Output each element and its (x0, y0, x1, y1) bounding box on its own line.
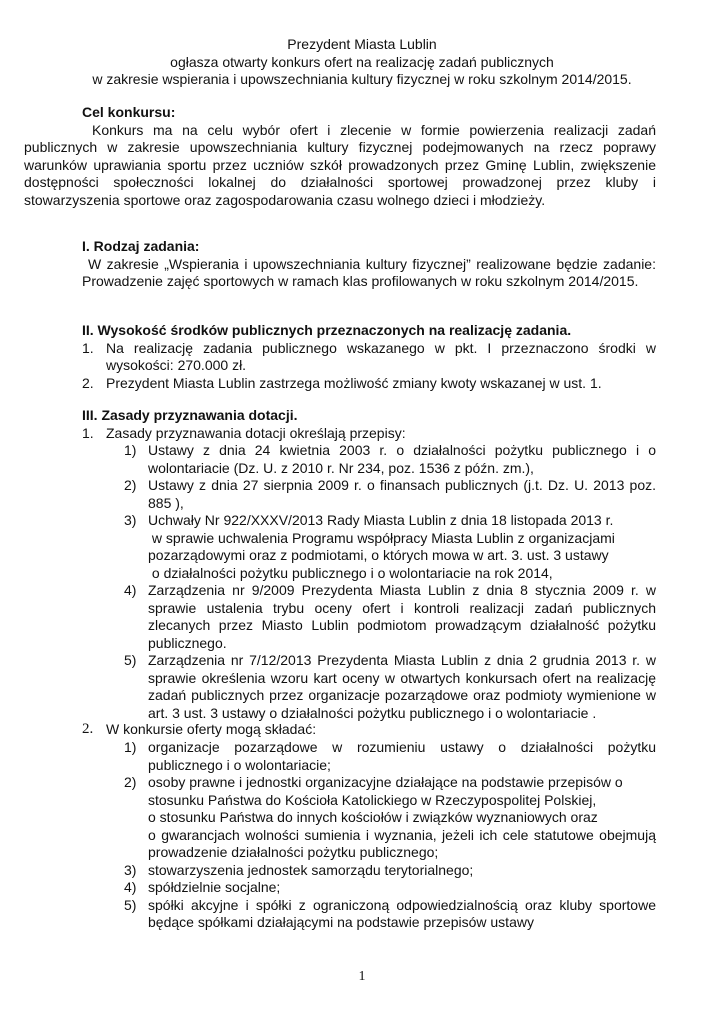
cel-paragraph (24, 122, 656, 210)
regulation-item (124, 442, 656, 477)
cel-heading: Cel konkursu: (82, 104, 176, 120)
item-number: 4) (124, 582, 137, 598)
page-number: 1 (358, 969, 366, 984)
entity-item (124, 774, 656, 862)
header-line-1: Prezydent Miasta Lublin (287, 36, 437, 52)
item-number: 1. (82, 424, 94, 441)
item-text: stowarzyszenia jednostek samorządu terytorialnego; (148, 861, 474, 878)
item-number: 1) (124, 442, 137, 458)
section-2-item-2 (82, 375, 656, 393)
cel-section (82, 104, 656, 122)
item-text: Zarządzenia nr 9/2009 Prezydenta Miasta Lublin z dnia 8 stycznia 2009 r. w sprawie ustalenia trybu oceny ofert i kontroli realizacji zadań publicznych zlecanych przez Miasto Lublin podmiotom prowadzącym działalność pożytku publicznego. (148, 582, 656, 651)
section-3 (82, 407, 656, 425)
item-line: o działalności pożytku publicznego i o wolontariacie na rok 2014, (148, 564, 553, 581)
eligible-entities-list (124, 739, 656, 932)
item-text: organizacje pozarządowe w rozumieniu ustawy o działalności pożytku publicznego i o wolontariacie; (148, 739, 656, 773)
section-1-heading: I. Rodzaj zadania: (82, 238, 200, 254)
item-line: o stosunku Państwa do innych kościołów i związków wyznaniowych oraz (148, 809, 598, 825)
item-number: 3) (124, 861, 137, 878)
item-text: Ustawy z dnia 27 sierpnia 2009 r. o finansach publicznych (j.t. Dz. U. 2013 poz. 885 ), (148, 477, 656, 511)
entity-item (124, 879, 656, 897)
item-number: 1) (124, 739, 137, 755)
entity-item (124, 739, 656, 774)
item-number: 3) (124, 512, 137, 528)
regulation-item (124, 512, 656, 582)
item-line: Uchwały Nr 922/XXXV/2013 Rady Miasta Lublin z dnia 18 listopada 2013 r. (148, 512, 614, 528)
item-text: Zarządzenia nr 7/12/2013 Prezydenta Miasta Lublin z dnia 2 grudnia 2013 r. w sprawie określenia wzoru kart oceny w otwartych konkursach ofert na realizację zadań publicznych przez organizacje pozarządowe oraz podmioty wymienione w art. 3 ust. 3 ustawy o działalności pożytku publicznego i o wolontariacie . (148, 652, 656, 721)
item-text: Prezydent Miasta Lublin zastrzega możliwość zmiany kwoty wskazanej w ust. 1. (106, 374, 602, 391)
item-number: 5) (124, 652, 137, 668)
item-number: 2) (124, 477, 137, 493)
item-line: w sprawie uchwalenia Programu współpracy Miasta Lublin z organizacjami (148, 529, 615, 546)
section-2-item-1 (82, 340, 656, 375)
item-text: spółdzielnie socjalne; (148, 879, 281, 895)
cel-text: Konkurs ma na celu wybór ofert i zlecenie w formie powierzenia realizacji zadań publicznych w zakresie upowszechniania kultury fizycznej podejmowanych na rzecz poprawy warunków uprawiania sportu przez uczniów szkół prowadzonych przez Gminę Lublin, zwiększenie dostępności społeczności lokalnej do działalności sportowej prowadzonej przez kluby i stowarzyszenia sportowe oraz zagospodarowania czasu wolnego dzieci i młodzieży. (24, 121, 656, 208)
header-line-3: w zakresie wspierania i upowszechniania kultury fizycznej w roku szkolnym 2014/2015. (92, 71, 632, 87)
item-text: spółki akcyjne i spółki z ograniczoną odpowiedzialnością oraz kluby sportowe będące spółkami działającymi na podstawie przepisów ustawy (148, 896, 656, 930)
section-3-heading: III. Zasady przyznawania dotacji. (82, 407, 298, 423)
section-2-list (82, 340, 656, 393)
section-2 (82, 322, 656, 340)
item-number: 2. (82, 721, 94, 737)
item-number: 5) (124, 896, 137, 913)
item-number: 2. (82, 374, 94, 391)
item-number: 1. (82, 339, 94, 356)
item-text: Na realizację zadania publicznego wskazanego w pkt. I przeznaczono środki w wysokości: 270.000 zł. (106, 339, 656, 373)
item-line: osoby prawne i jednostki organizacyjne działające na podstawie przepisów o (148, 774, 623, 790)
section-3-item-1 (82, 425, 656, 443)
section-3-item-2 (82, 721, 656, 739)
item-line: pozarządowymi oraz z podmiotami, o których mowa w art. 3. ust. 3 ustawy (148, 547, 609, 563)
regulation-item (124, 477, 656, 512)
regulation-item (124, 582, 656, 652)
item-number: 2) (124, 774, 137, 790)
entity-item (124, 862, 656, 880)
item-text: o gwarancjach wolności sumienia i wyznania, jeżeli ich cele statutowe obejmują prowadzenie działalności pożytku publicznego; (148, 826, 656, 860)
section-1 (82, 238, 656, 291)
section-1-text: W zakresie „Wspierania i upowszechniania kultury fizycznej” realizowane będzie zadanie: Prowadzenie zajęć sportowych w ramach klas profilowanych w roku szkolnym 2014/2015. (82, 255, 656, 289)
item-text: Ustawy z dnia 24 kwietnia 2003 r. o działalności pożytku publicznego i o wolontariacie (Dz. U. z 2010 r. Nr 234, poz. 1536 z późn. zm.), (148, 442, 656, 476)
section-2-heading: II. Wysokość środków publicznych przeznaczonych na realizację zadania. (82, 322, 572, 338)
header-line-2: ogłasza otwarty konkurs ofert na realizację zadań publicznych (170, 53, 554, 70)
item-text: W konkursie oferty mogą składać: (106, 721, 317, 737)
announcement-header (60, 36, 664, 89)
item-number: 4) (124, 879, 137, 895)
regulations-list (124, 442, 656, 722)
item-text: Zasady przyznawania dotacji określają przepisy: (106, 424, 406, 441)
entity-item (124, 897, 656, 932)
regulation-item (124, 652, 656, 722)
item-line: stosunku Państwa do Kościoła Katolickiego w Rzeczypospolitej Polskiej, (148, 791, 597, 808)
